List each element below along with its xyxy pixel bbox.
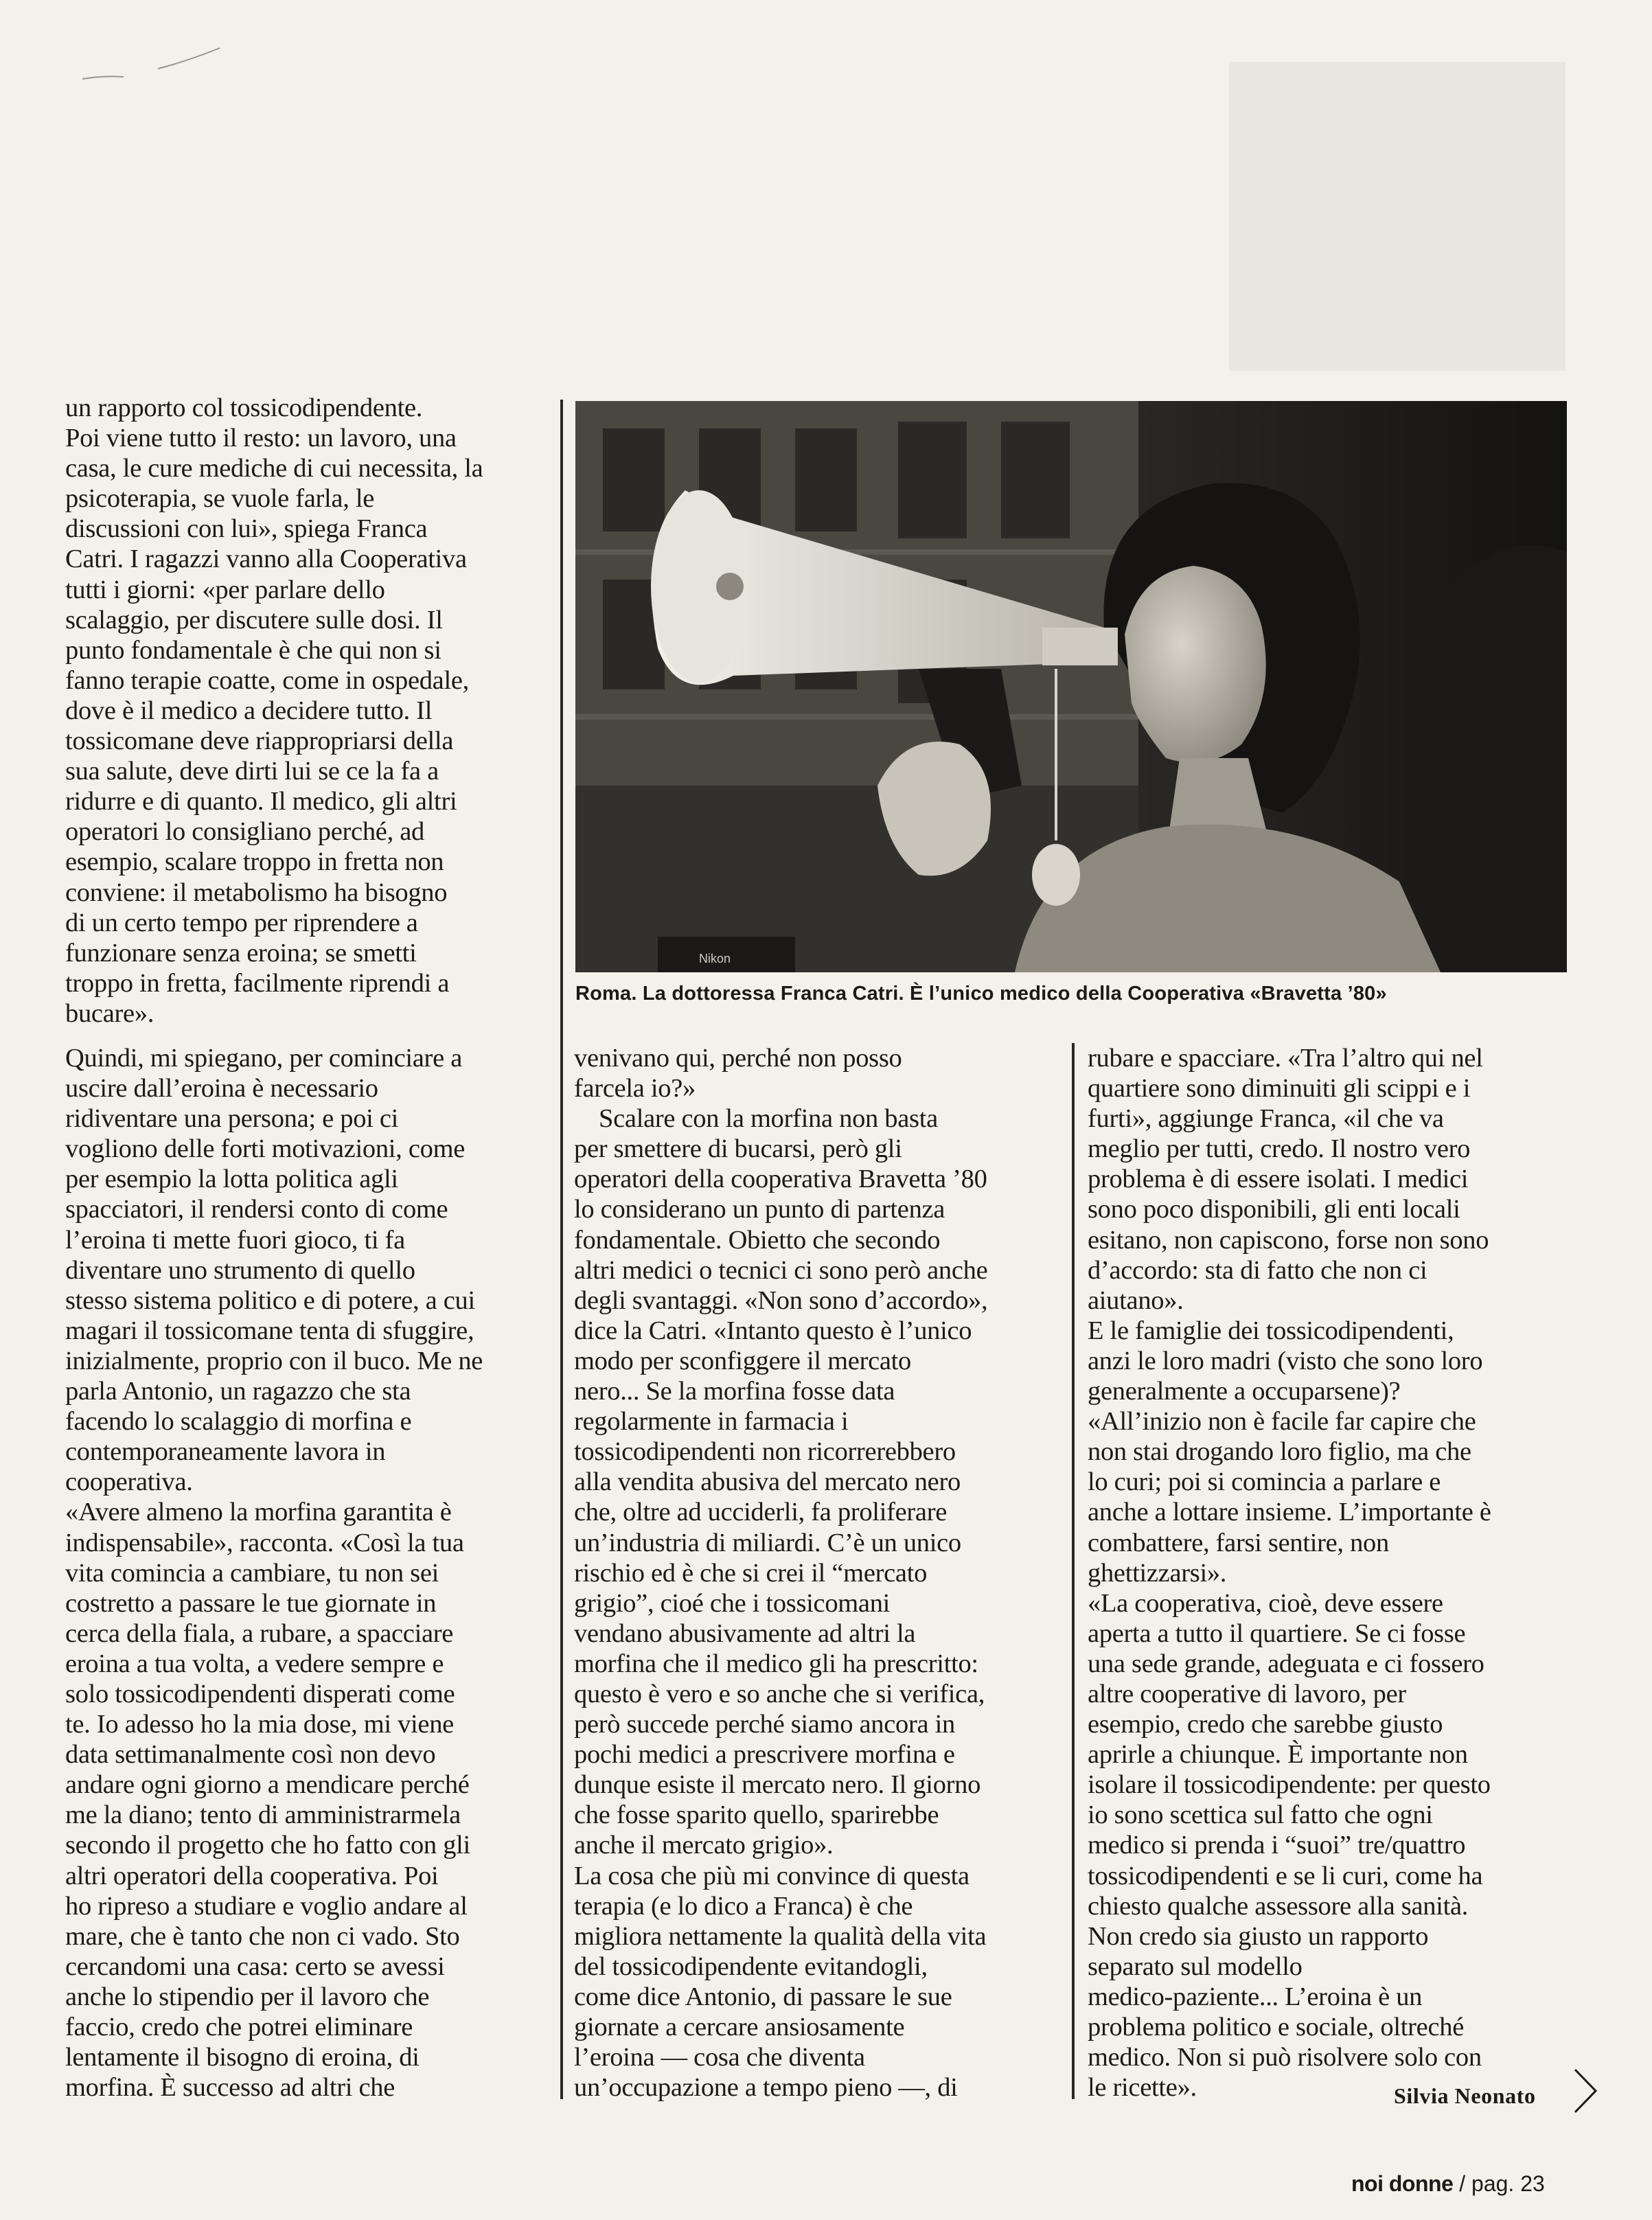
text-line: «All’inizio non è facile far capire che <box>1088 1407 1476 1437</box>
text-line: andare ogni giorno a mendicare perché <box>65 1770 470 1800</box>
text-line: discussioni con lui», spiega Franca <box>65 514 428 544</box>
text-line: per smettere di bucarsi, però gli <box>574 1134 902 1164</box>
text-line: indispensabile», racconta. «Così la tua <box>65 1528 464 1557</box>
text-line: esempio, scalare troppo in fretta non <box>65 847 444 877</box>
author-byline: Silvia Neonato <box>1394 2083 1536 2108</box>
text-line: bucare». <box>65 998 154 1028</box>
text-line: esempio, credo che sarebbe giusto <box>1088 1710 1443 1739</box>
text-line: tutti i giorni: «per parlare dello <box>65 575 385 604</box>
text-line: cercandomi una casa: certo se avessi <box>65 1952 445 1981</box>
text-line: dove è il medico a decidere tutto. Il <box>65 696 433 725</box>
text-line: nero... Se la morfina fosse data <box>574 1377 895 1406</box>
article-column-1 <box>65 1043 483 2103</box>
text-line: diventare uno strumento di quello <box>65 1255 415 1285</box>
text-line: spacciatori, il rendersi conto di come <box>65 1195 448 1224</box>
text-line: fondamentale. Obietto che secondo <box>574 1225 941 1255</box>
text-line: cooperativa. <box>65 1467 193 1497</box>
text-line: altri operatori della cooperativa. Poi <box>65 1861 439 1890</box>
text-line: del tossicodipendente evitandogli, <box>574 1952 928 1981</box>
text-line: lentamente il bisogno di eroina, di <box>65 2043 420 2072</box>
text-line: lo considerano un punto di partenza <box>574 1195 945 1224</box>
text-line: dice la Catri. «Intanto questo è l’unico <box>574 1316 972 1345</box>
text-line: anche a lottare insieme. L’importante è <box>1088 1498 1491 1527</box>
text-line: altre cooperative di lavoro, per <box>1088 1679 1406 1708</box>
text-line: Catri. I ragazzi vanno alla Cooperativa <box>65 545 467 574</box>
text-line: isolare il tossicodipendente: per questo <box>1088 1770 1491 1800</box>
text-line: chiesto qualche assessore alla sanità. <box>1088 1891 1469 1921</box>
text-line: punto fondamentale è che qui non si <box>65 635 441 665</box>
text-line: un rapporto col tossicodipendente. <box>65 393 423 422</box>
text-line: lo curi; poi si comincia a parlare e <box>1088 1467 1441 1497</box>
text-line: pochi medici a prescrivere morfina e <box>574 1740 955 1770</box>
text-line: tossicodipendenti e se li curi, come ha <box>1088 1861 1483 1890</box>
text-line: degli svantaggi. «Non sono d’accordo», <box>574 1285 988 1315</box>
text-line: vendano abusivamente ad altri la <box>574 1618 916 1648</box>
column-divider-2 <box>1072 1043 1075 2099</box>
text-line: uscire dall’eroina è necessario <box>65 1074 378 1103</box>
text-line: stesso sistema politico e di potere, a cui <box>65 1285 475 1315</box>
text-line: grigio”, cioé che i tossicomani <box>574 1588 891 1618</box>
text-line: che fosse sparito quello, sparirebbe <box>574 1800 939 1830</box>
text-line: quartiere sono diminuiti gli scippi e i <box>1088 1074 1471 1103</box>
text-line: casa, le cure mediche di cui necessita, la <box>65 454 483 483</box>
text-line: La cosa che più mi convince di questa <box>574 1861 970 1890</box>
text-line: scalaggio, per discutere sulle dosi. Il <box>65 605 443 634</box>
text-line: medico-paziente... L’eroina è un <box>1088 1982 1423 2011</box>
text-line: Quindi, mi spiegano, per cominciare a <box>65 1044 462 1073</box>
text-line: vogliono delle forti motivazioni, come <box>65 1134 466 1164</box>
camera-label: Nikon <box>699 952 731 965</box>
text-line: sua salute, deve dirti lui se ce la fa a <box>65 757 439 786</box>
text-line: terapia (e lo dico a Franca) è che <box>574 1891 913 1921</box>
text-line: secondo il progetto che ho fatto con gli <box>65 1831 470 1860</box>
text-line: tossicomane deve riappropriarsi della <box>65 726 454 756</box>
text-line: però succede perché siamo ancora in <box>574 1710 955 1739</box>
text-line: anche lo stipendio per il lavoro che <box>65 1982 430 2011</box>
text-line: aiutano». <box>1088 1285 1184 1315</box>
text-line: faccio, credo che potrei eliminare <box>65 2013 413 2041</box>
text-line: ridurre e di quanto. Il medico, gli altri <box>65 787 457 816</box>
text-line: fanno terapie coatte, come in ospedale, <box>65 665 469 695</box>
scratch-mark <box>82 41 233 89</box>
text-line: furti», aggiunge Franca, «il che va <box>1088 1104 1444 1134</box>
text-line: per esempio la lotta politica agli <box>65 1165 398 1194</box>
text-line: un’industria di miliardi. C’è un unico <box>574 1528 961 1557</box>
text-line: regolarmente in farmacia i <box>574 1407 849 1437</box>
text-line: non stai drogando loro figlio, ma che <box>1088 1437 1471 1467</box>
text-line: magari il tossicomane tenta di sfuggire, <box>65 1316 474 1345</box>
text-line: operatori lo consigliano perché, ad <box>65 817 424 847</box>
text-line: me la diano; tento di amministrarmela <box>65 1800 461 1830</box>
text-line: contemporaneamente lavora in <box>65 1437 386 1467</box>
text-line: ho ripreso a studiare e voglio andare al <box>65 1891 468 1921</box>
article-column-3 <box>1088 1043 1491 2103</box>
text-line: migliora nettamente la qualità della vita <box>574 1921 987 1951</box>
text-line: Poi viene tutto il resto: un lavoro, una <box>65 424 457 453</box>
text-line: rubare e spacciare. «Tra l’altro qui nel <box>1088 1044 1483 1073</box>
text-line: data settimanalmente così non devo <box>65 1740 436 1770</box>
text-line: medico si prenda i “suoi” tre/quattro <box>1088 1831 1466 1860</box>
text-line: d’accordo: sta di fatto che non ci <box>1088 1255 1427 1285</box>
text-line: tossicodipendenti non ricorrerebbero <box>574 1437 956 1467</box>
text-line: operatori della cooperativa Bravetta ’80 <box>574 1165 987 1194</box>
text-line: anzi le loro madri (visto che sono loro <box>1088 1346 1483 1375</box>
text-line: rischio ed è che si crei il “mercato <box>574 1558 928 1588</box>
text-line: venivano qui, perché non posso <box>574 1044 902 1073</box>
text-line: un’occupazione a tempo pieno —, di <box>574 2073 958 2103</box>
text-line: dunque esiste il mercato nero. Il giorno <box>574 1770 981 1800</box>
text-line: «Avere almeno la morfina garantita è <box>65 1498 452 1527</box>
text-line: farcela io?» <box>574 1074 696 1103</box>
text-line: modo per sconfiggere il mercato <box>574 1346 912 1375</box>
text-line: problema è di essere isolati. I medici <box>1088 1165 1469 1194</box>
text-line: combattere, farsi sentire, non <box>1088 1528 1389 1557</box>
text-line: problema politico e sociale, oltreché <box>1088 2013 1464 2041</box>
text-line: io sono scettica sul fatto che ogni <box>1088 1800 1433 1830</box>
text-line: esitano, non capiscono, forse non sono <box>1088 1225 1489 1255</box>
text-line: separato sul modello <box>1088 1952 1303 1981</box>
text-line: le ricette». <box>1088 2073 1197 2103</box>
text-line: Scalare con la morfina non basta <box>599 1104 938 1134</box>
text-line: una sede grande, adeguata e ci fossero <box>1088 1649 1484 1678</box>
text-line: cerca della fiala, a rubare, a spacciare <box>65 1618 454 1648</box>
text-line: morfina che il medico gli ha prescritto: <box>574 1649 978 1678</box>
article-column-2 <box>574 1043 987 2103</box>
photo-doctor-megaphone <box>575 401 1567 972</box>
text-line: anche il mercato grigio». <box>574 1831 834 1860</box>
text-line: solo tossicodipendenti disperati come <box>65 1679 455 1708</box>
text-line: funzionare senza eroina; se smetti <box>65 938 417 968</box>
text-line: generalmente a occuparsene)? <box>1088 1377 1401 1406</box>
text-line: facendo lo scalaggio di morfina e <box>65 1407 412 1437</box>
text-line: parla Antonio, un ragazzo che sta <box>65 1377 411 1406</box>
text-line: eroina a tua volta, a vedere sempre e <box>65 1649 444 1678</box>
text-line: inizialmente, proprio con il buco. Me ne <box>65 1346 483 1375</box>
show-through-ghost <box>1229 62 1565 371</box>
footer-separator: / <box>1459 2171 1466 2196</box>
photo-caption: Roma. La dottoressa Franca Catri. È l’unico medico della Cooperativa «Bravetta ’80» <box>575 983 1387 1005</box>
text-line: troppo in fretta, facilmente riprendi a <box>65 968 450 998</box>
continue-arrow-icon <box>1572 2067 1600 2115</box>
text-line: aprirle a chiunque. È importante non <box>1088 1740 1468 1770</box>
text-line: come dice Antonio, di passare le sue <box>574 1982 952 2011</box>
text-line: altri medici o tecnici ci sono però anche <box>574 1255 988 1285</box>
text-line: E le famiglie dei tossicodipendenti, <box>1088 1316 1454 1345</box>
text-line: costretto a passare le tue giornate in <box>65 1588 437 1618</box>
text-line: vita comincia a cambiare, tu non sei <box>65 1558 439 1588</box>
text-line: questo è vero e so anche che si verifica, <box>574 1679 985 1708</box>
text-line: morfina. È successo ad altri che <box>65 2073 395 2103</box>
text-line: medico. Non si può risolvere solo con <box>1088 2043 1482 2072</box>
text-line: aperta a tutto il quartiere. Se ci fosse <box>1088 1618 1466 1648</box>
text-line: Non credo sia giusto un rapporto <box>1088 1921 1429 1951</box>
text-line: conviene: il metabolismo ha bisogno <box>65 878 448 907</box>
text-line: di un certo tempo per riprendere a <box>65 908 418 937</box>
magazine-brand: noi donne <box>1351 2171 1454 2196</box>
text-line: l’eroina ti mette fuori gioco, ti fa <box>65 1225 405 1255</box>
text-line: te. Io adesso ho la mia dose, mi viene <box>65 1710 454 1739</box>
text-line: giornate a cercare ansiosamente <box>574 2013 905 2041</box>
text-line: mare, che è tanto che non ci vado. Sto <box>65 1921 460 1951</box>
text-line: ghettizzarsi». <box>1088 1558 1227 1588</box>
text-line: alla vendita abusiva del mercato nero <box>574 1467 961 1497</box>
text-line: l’eroina — cosa che diventa <box>574 2043 865 2072</box>
text-line: che, oltre ad ucciderli, fa proliferare <box>574 1498 948 1527</box>
text-line: sono poco disponibili, gli enti locali <box>1088 1195 1460 1224</box>
text-line: «La cooperativa, cioè, deve essere <box>1088 1588 1443 1618</box>
text-line: ridiventare una persona; e poi ci <box>65 1104 399 1134</box>
page-footer <box>1351 2171 1545 2197</box>
text-line: meglio per tutti, credo. Il nostro vero <box>1088 1134 1471 1164</box>
page-number: pag. 23 <box>1471 2171 1545 2196</box>
article-column-1-top <box>65 393 483 1029</box>
text-line: psicoterapia, se vuole farla, le <box>65 484 375 514</box>
column-divider-1 <box>560 400 563 2099</box>
